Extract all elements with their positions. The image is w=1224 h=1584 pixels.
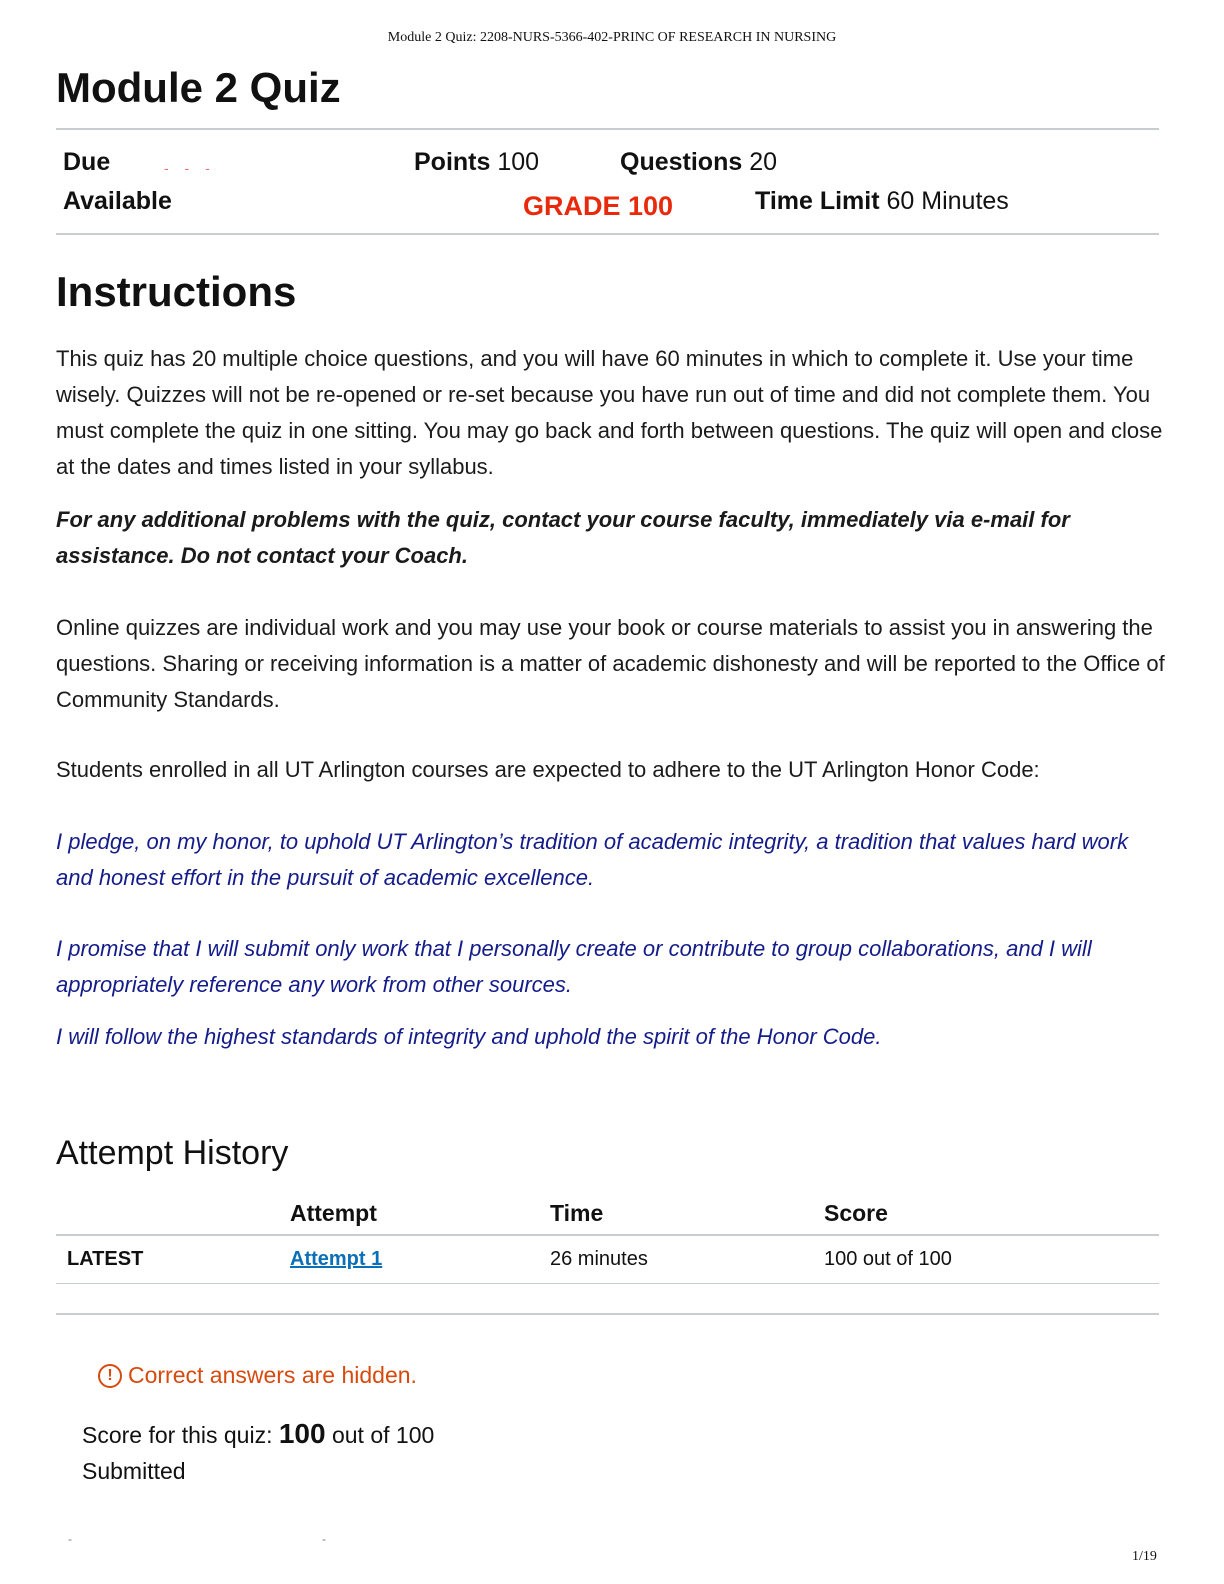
due-label: Due: [63, 148, 111, 176]
points-field: [414, 148, 539, 177]
page-title: Module 2 Quiz: [56, 64, 341, 111]
questions-label: Questions: [620, 148, 743, 176]
attempt-cell: [290, 1248, 382, 1271]
time-limit-label: Time Limit: [755, 187, 880, 215]
score-prefix: Score for this quiz:: [82, 1422, 273, 1448]
exclamation-icon: !: [98, 1364, 122, 1388]
column-header-time: Time: [550, 1200, 604, 1226]
score-suffix: out of 100: [331, 1422, 435, 1448]
page-number: 1/19: [1132, 1549, 1157, 1564]
attempt-1-link[interactable]: Attempt 1: [290, 1248, 383, 1270]
honor-pledge-2: I promise that I will submit only work that I personally create or contribute to group collaborations, and I will appropriately reference any work from other sources.: [56, 936, 1092, 997]
table-header-divider: [56, 1234, 1159, 1236]
redaction-marks: - - -: [164, 160, 216, 176]
divider-top: [56, 128, 1159, 130]
instructions-heading: Instructions: [56, 268, 297, 315]
time-cell: 26 minutes: [550, 1248, 648, 1270]
score-cell: 100 out of 100: [824, 1248, 952, 1270]
points-label: Points: [414, 148, 491, 176]
footer-mark-left: -: [68, 1532, 72, 1546]
latest-tag: LATEST: [67, 1248, 144, 1270]
column-header-attempt: Attempt: [290, 1200, 377, 1226]
divider-bottom: [56, 1313, 1159, 1315]
instructions-paragraph: This quiz has 20 multiple choice questions, and you will have 60 minutes in which to complete it. Use your time wisely. Quizzes will not be re-opened or re-set because you have run out of time and did not complete them. You must complete the quiz in one sitting. You may go back and forth between questions. The quiz will open and close at the dates and times listed in your syllabus.: [56, 346, 1163, 479]
table-row-divider: [56, 1283, 1159, 1284]
honor-pledge-1: I pledge, on my honor, to uphold UT Arlington’s tradition of academic integrity, a tradition that values hard work and honest effort in the pursuit of academic excellence.: [56, 829, 1129, 890]
print-header: Module 2 Quiz: 2208-NURS-5366-402-PRINC OF RESEARCH IN NURSING: [387, 30, 837, 45]
grade-stamp: GRADE 100: [523, 191, 674, 221]
points-value: 100: [497, 148, 540, 176]
questions-value: 20: [749, 148, 778, 176]
available-label: Available: [63, 187, 172, 215]
score-value: 100: [278, 1418, 326, 1449]
correct-answers-hidden-notice: [98, 1362, 417, 1389]
faculty-contact-note: For any additional problems with the quiz, contact your course faculty, immediately via e-mail for assistance. Do not contact your Coach.: [56, 507, 1070, 568]
divider-details: [56, 233, 1159, 235]
questions-field: [620, 148, 777, 177]
column-header-score: Score: [824, 1200, 888, 1226]
quiz-score: [82, 1418, 434, 1450]
academic-dishonesty-paragraph: Online quizzes are individual work and you may use your book or course materials to assist you in answering the questions. Sharing or receiving information is a matter of academic dishonesty and will be reported to the Office of Community Standards.: [56, 615, 1165, 712]
notice-text: Correct answers are hidden.: [128, 1362, 417, 1388]
time-limit-field: [755, 187, 1009, 216]
time-limit-value: 60 Minutes: [886, 187, 1009, 215]
honor-code-intro: Students enrolled in all UT Arlington courses are expected to adhere to the UT Arlington Honor Code:: [56, 757, 1040, 782]
honor-pledge-3: I will follow the highest standards of integrity and uphold the spirit of the Honor Code.: [56, 1024, 882, 1049]
footer-mark-right: -: [322, 1532, 326, 1546]
attempt-history-heading: Attempt History: [56, 1134, 289, 1172]
submission-status: Submitted: [82, 1458, 186, 1484]
